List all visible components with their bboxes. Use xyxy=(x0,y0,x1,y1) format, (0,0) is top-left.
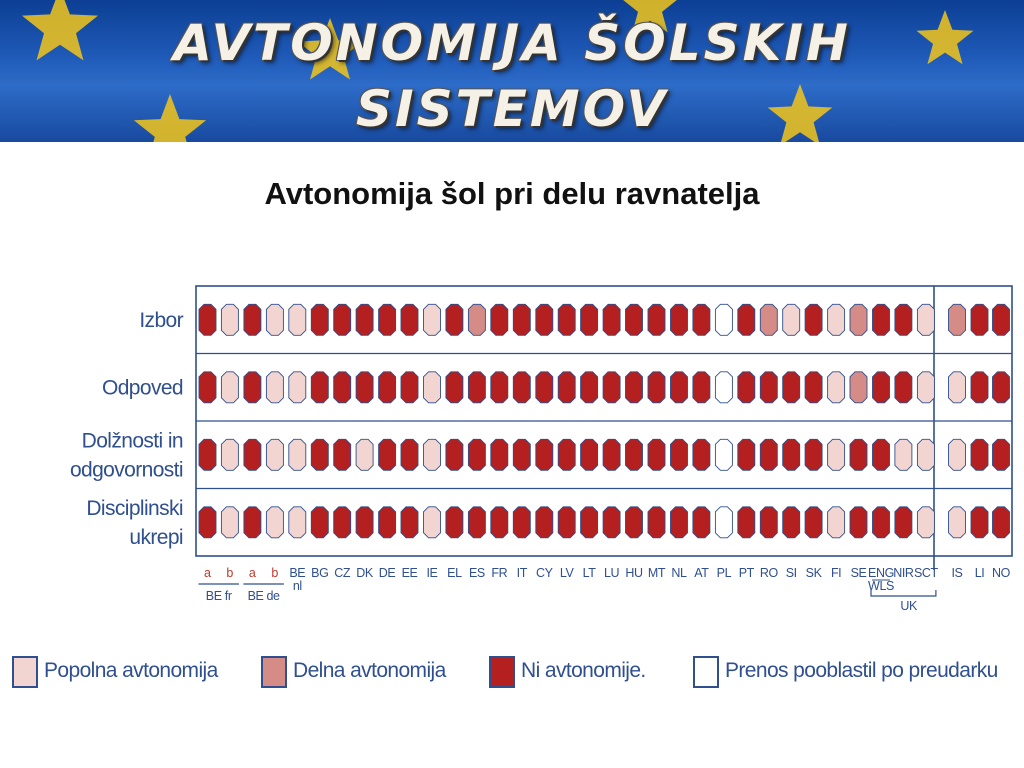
legend-swatch-full xyxy=(12,656,38,688)
cell-no-autonomy xyxy=(626,507,643,538)
cell-no-autonomy xyxy=(491,507,508,538)
cell-no-autonomy xyxy=(244,304,261,335)
country-label: MT xyxy=(647,566,666,580)
country-label: SCT xyxy=(913,566,938,580)
cell-full-autonomy xyxy=(289,507,306,538)
cell-no-autonomy xyxy=(446,304,463,335)
cell-no-autonomy xyxy=(446,372,463,403)
chart-title: Avtonomija šol pri delu ravnatelja xyxy=(264,176,760,211)
cell-no-autonomy xyxy=(513,372,530,403)
cell-no-autonomy xyxy=(648,304,665,335)
country-label: ES xyxy=(468,566,485,580)
row-label: odgovornosti xyxy=(69,458,183,482)
cell-no-autonomy xyxy=(558,439,575,470)
cell-full-autonomy xyxy=(424,507,441,538)
cell-no-autonomy xyxy=(850,507,867,538)
cell-no-autonomy xyxy=(536,304,553,335)
cell-no-autonomy xyxy=(558,304,575,335)
cell-no-autonomy xyxy=(356,304,373,335)
cell-full-autonomy xyxy=(917,507,934,538)
country-label: NIR xyxy=(893,566,914,580)
cell-no-autonomy xyxy=(581,372,598,403)
cell-full-autonomy xyxy=(266,304,283,335)
cell-no-autonomy xyxy=(401,372,418,403)
cell-no-autonomy xyxy=(760,372,777,403)
country-label: RO xyxy=(759,566,778,580)
country-label: SI xyxy=(785,566,797,580)
country-label: b xyxy=(226,566,234,580)
cell-no-autonomy xyxy=(244,507,261,538)
cell-no-autonomy xyxy=(693,439,710,470)
cell-no-autonomy xyxy=(805,507,822,538)
cell-no-autonomy xyxy=(468,439,485,470)
cell-full-autonomy xyxy=(917,372,934,403)
cell-full-autonomy xyxy=(949,372,966,403)
cell-no-autonomy xyxy=(379,304,396,335)
cell-no-autonomy xyxy=(199,372,216,403)
cell-no-autonomy xyxy=(446,507,463,538)
cell-full-autonomy xyxy=(266,439,283,470)
cell-no-autonomy xyxy=(581,507,598,538)
cell-no-autonomy xyxy=(873,304,890,335)
cell-no-autonomy xyxy=(805,304,822,335)
cell-no-autonomy xyxy=(738,507,755,538)
cell-full-autonomy xyxy=(917,304,934,335)
cell-no-autonomy xyxy=(311,304,328,335)
cell-no-autonomy xyxy=(334,304,351,335)
row-label: Disciplinski xyxy=(86,496,183,520)
cell-full-autonomy xyxy=(783,304,800,335)
cell-full-autonomy xyxy=(949,507,966,538)
cell-no-autonomy xyxy=(379,372,396,403)
cell-no-autonomy xyxy=(356,372,373,403)
row-label: ukrepi xyxy=(129,525,183,549)
cell-full-autonomy xyxy=(424,304,441,335)
title-line-2: SISTEMOV xyxy=(355,80,669,138)
cell-no-autonomy xyxy=(971,507,988,538)
cell-partial-autonomy xyxy=(760,304,777,335)
cell-no-autonomy xyxy=(993,372,1010,403)
cell-no-autonomy xyxy=(199,304,216,335)
cell-full-autonomy xyxy=(266,372,283,403)
cell-no-autonomy xyxy=(971,372,988,403)
cell-full-autonomy xyxy=(828,507,845,538)
cell-no-autonomy xyxy=(513,304,530,335)
cell-no-autonomy xyxy=(993,507,1010,538)
legend-label-delegated: Prenos pooblastil po preudarku xyxy=(725,659,998,682)
cell-no-autonomy xyxy=(356,507,373,538)
cell-no-autonomy xyxy=(603,304,620,335)
country-label: CY xyxy=(536,566,553,580)
cell-no-autonomy xyxy=(805,439,822,470)
country-label: IE xyxy=(426,566,438,580)
cell-no-autonomy xyxy=(558,507,575,538)
country-label: AT xyxy=(694,566,709,580)
country-label: DE xyxy=(378,566,396,580)
cell-no-autonomy xyxy=(738,372,755,403)
cell-full-autonomy xyxy=(289,372,306,403)
cell-no-autonomy xyxy=(334,507,351,538)
title-line-1: AVTONOMIJA ŠOLSKIH xyxy=(173,14,851,72)
country-label: DK xyxy=(356,566,373,580)
country-label: a xyxy=(248,566,256,580)
group-label-uk: UK xyxy=(900,599,917,610)
cell-partial-autonomy xyxy=(850,304,867,335)
cell-no-autonomy xyxy=(971,439,988,470)
cell-full-autonomy xyxy=(289,439,306,470)
cell-full-autonomy xyxy=(424,439,441,470)
cell-no-autonomy xyxy=(783,439,800,470)
cell-no-autonomy xyxy=(401,304,418,335)
cell-no-autonomy xyxy=(581,304,598,335)
cell-partial-autonomy xyxy=(949,304,966,335)
cell-no-autonomy xyxy=(536,372,553,403)
country-label: b xyxy=(271,566,279,580)
country-label: LI xyxy=(974,566,985,580)
country-label: PT xyxy=(738,566,754,580)
country-label: ENG xyxy=(868,566,894,580)
country-label: LU xyxy=(604,566,620,580)
page-title xyxy=(0,10,1024,142)
cell-no-autonomy xyxy=(513,439,530,470)
cell-full-autonomy xyxy=(266,507,283,538)
cell-no-autonomy xyxy=(805,372,822,403)
cell-no-autonomy xyxy=(873,507,890,538)
country-label: EL xyxy=(447,566,462,580)
country-label: BG xyxy=(311,566,329,580)
cell-no-autonomy xyxy=(626,304,643,335)
country-label: FI xyxy=(830,566,842,580)
cell-full-autonomy xyxy=(221,304,238,335)
legend xyxy=(12,656,1012,692)
cell-no-autonomy xyxy=(971,304,988,335)
cell-full-autonomy xyxy=(895,439,912,470)
header-banner xyxy=(0,0,1024,142)
cell-no-autonomy xyxy=(783,507,800,538)
cell-delegated xyxy=(715,372,732,403)
country-label: IT xyxy=(516,566,527,580)
country-label: EE xyxy=(401,566,418,580)
legend-label-partial: Delna avtonomija xyxy=(293,659,446,682)
cell-no-autonomy xyxy=(379,439,396,470)
cell-full-autonomy xyxy=(917,439,934,470)
country-label: SE xyxy=(850,566,867,580)
cell-no-autonomy xyxy=(603,439,620,470)
country-label: HU xyxy=(625,566,643,580)
cell-no-autonomy xyxy=(603,372,620,403)
cell-no-autonomy xyxy=(603,507,620,538)
cell-no-autonomy xyxy=(558,372,575,403)
country-label: NO xyxy=(992,566,1010,580)
cell-partial-autonomy xyxy=(468,304,485,335)
cell-no-autonomy xyxy=(244,439,261,470)
cell-partial-autonomy xyxy=(850,372,867,403)
row-label: Izbor xyxy=(139,308,183,332)
country-label: SK xyxy=(805,566,822,580)
cell-no-autonomy xyxy=(895,507,912,538)
cell-no-autonomy xyxy=(401,507,418,538)
legend-swatch-none xyxy=(489,656,515,688)
cell-no-autonomy xyxy=(626,439,643,470)
cell-no-autonomy xyxy=(850,439,867,470)
cell-no-autonomy xyxy=(895,372,912,403)
cell-full-autonomy xyxy=(828,304,845,335)
cell-no-autonomy xyxy=(993,304,1010,335)
cell-no-autonomy xyxy=(671,507,688,538)
cell-no-autonomy xyxy=(671,304,688,335)
country-label: LV xyxy=(559,566,574,580)
cell-delegated xyxy=(715,304,732,335)
cell-no-autonomy xyxy=(760,439,777,470)
cell-no-autonomy xyxy=(513,507,530,538)
cell-no-autonomy xyxy=(581,439,598,470)
cell-no-autonomy xyxy=(491,372,508,403)
country-label: a xyxy=(204,566,211,580)
cell-full-autonomy xyxy=(424,372,441,403)
cell-no-autonomy xyxy=(993,439,1010,470)
autonomy-chart xyxy=(0,270,1024,610)
group-label-be-de: BE de xyxy=(247,589,280,603)
cell-full-autonomy xyxy=(949,439,966,470)
cell-no-autonomy xyxy=(311,507,328,538)
country-label: NL xyxy=(671,566,687,580)
cell-full-autonomy xyxy=(828,439,845,470)
cell-no-autonomy xyxy=(648,507,665,538)
cell-no-autonomy xyxy=(468,507,485,538)
cell-no-autonomy xyxy=(311,439,328,470)
country-label: CZ xyxy=(334,566,351,580)
cell-no-autonomy xyxy=(693,372,710,403)
cell-no-autonomy xyxy=(311,372,328,403)
group-label-be-fr: BE fr xyxy=(205,589,232,603)
country-label: PL xyxy=(716,566,732,580)
cell-no-autonomy xyxy=(626,372,643,403)
country-label: IS xyxy=(951,566,963,580)
legend-label-full: Popolna avtonomija xyxy=(44,659,218,682)
cell-no-autonomy xyxy=(468,372,485,403)
country-label: WLS xyxy=(868,579,894,593)
cell-full-autonomy xyxy=(356,439,373,470)
country-label: nl xyxy=(292,579,302,593)
cell-no-autonomy xyxy=(895,304,912,335)
cell-no-autonomy xyxy=(446,439,463,470)
cell-no-autonomy xyxy=(648,372,665,403)
cell-no-autonomy xyxy=(491,304,508,335)
cell-no-autonomy xyxy=(199,507,216,538)
legend-label-none: Ni avtonomije. xyxy=(521,659,646,682)
cell-no-autonomy xyxy=(873,439,890,470)
legend-swatch-delegated xyxy=(693,656,719,688)
cell-no-autonomy xyxy=(401,439,418,470)
cell-no-autonomy xyxy=(738,439,755,470)
cell-delegated xyxy=(715,507,732,538)
cell-no-autonomy xyxy=(738,304,755,335)
cell-delegated xyxy=(715,439,732,470)
cell-no-autonomy xyxy=(671,439,688,470)
cell-no-autonomy xyxy=(199,439,216,470)
row-label: Dolžnosti in xyxy=(81,429,183,453)
country-label: BE xyxy=(289,566,306,580)
cell-full-autonomy xyxy=(289,304,306,335)
cell-no-autonomy xyxy=(334,439,351,470)
cell-no-autonomy xyxy=(783,372,800,403)
cell-no-autonomy xyxy=(648,439,665,470)
cell-no-autonomy xyxy=(873,372,890,403)
cell-full-autonomy xyxy=(221,439,238,470)
cell-no-autonomy xyxy=(244,372,261,403)
cell-full-autonomy xyxy=(221,372,238,403)
cell-no-autonomy xyxy=(379,507,396,538)
cell-full-autonomy xyxy=(221,507,238,538)
cell-no-autonomy xyxy=(491,439,508,470)
cell-no-autonomy xyxy=(693,507,710,538)
cell-full-autonomy xyxy=(828,372,845,403)
cell-no-autonomy xyxy=(536,507,553,538)
country-label: LT xyxy=(582,566,596,580)
cell-no-autonomy xyxy=(334,372,351,403)
cell-no-autonomy xyxy=(671,372,688,403)
legend-swatch-partial xyxy=(261,656,287,688)
cell-no-autonomy xyxy=(693,304,710,335)
cell-no-autonomy xyxy=(536,439,553,470)
row-label: Odpoved xyxy=(101,376,183,400)
country-label: FR xyxy=(491,566,508,580)
cell-no-autonomy xyxy=(760,507,777,538)
